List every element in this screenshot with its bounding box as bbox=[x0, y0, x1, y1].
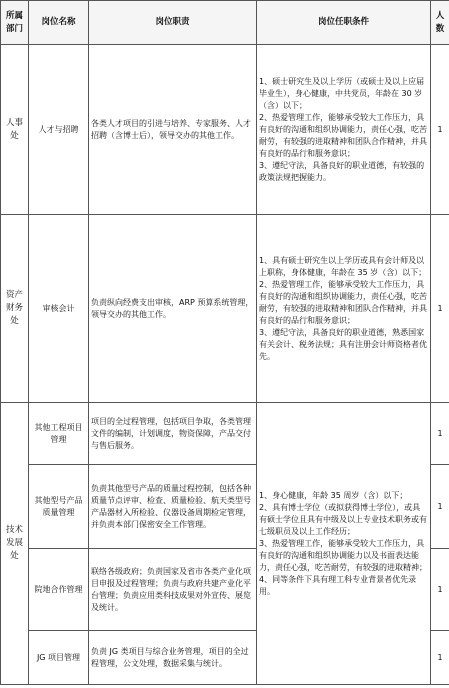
dept-cell: 人事处 bbox=[1, 45, 29, 215]
position-cell: 其他工程项目管理 bbox=[29, 403, 89, 465]
count-cell: 1 bbox=[431, 215, 449, 403]
header-duty: 岗位职责 bbox=[89, 1, 257, 45]
requirements-cell: 1、硕士研究生及以上学历（或硕士及以上应届毕业生），身心健康，中共党员，年龄在 30 岁（含）以下； 2、热爱管理工作，能够承受较大工作压力，具有良好的沟通和组织协调能力，责任心强，吃苦耐劳，有较强的进取精神和团队合作精神，并具有良好的品行和服务意识； 3、遵纪守法，具备良好的职业道德，有较强的政策法规把握能力。 bbox=[257, 45, 431, 215]
duty-cell: 负责 JG 类项目与综合业务管理，项目的全过程管理，公文处理，数据采集与统计。 bbox=[89, 631, 257, 685]
duty-cell: 各类人才项目的引进与培养、专家服务、人才招聘（含博士后），领导交办的其他工作。 bbox=[89, 45, 257, 215]
position-cell: 其他型号产品质量管理 bbox=[29, 465, 89, 549]
table-row bbox=[1, 403, 449, 465]
count-cell: 1 bbox=[431, 403, 449, 465]
duty-cell: 负责纵向经费支出审核，ARP 预算系统管理，领导交办的其他工作。 bbox=[89, 215, 257, 403]
position-cell: 审核会计 bbox=[29, 215, 89, 403]
duty-cell: 负责其他型号产品的质量过程控制，包括各种质量节点评审、检查、质量检验、航天类型号产品器材入所检验、仪器设备周期检定管理，并负责本部门保密安全工作管理。 bbox=[89, 465, 257, 549]
dept-cell: 资产财务处 bbox=[1, 215, 29, 403]
header-position: 岗位名称 bbox=[29, 1, 89, 45]
duty-cell: 联络各级政府；负责国家及省市各类产业化项目申报及过程管理；负责与政府共建产业化平台管理；负责应用类科技成果对外宣传、展览及统计。 bbox=[89, 549, 257, 631]
table-row bbox=[1, 45, 449, 215]
count-cell: 1 bbox=[431, 549, 449, 631]
position-cell: 人才与招聘 bbox=[29, 45, 89, 215]
header-dept: 所属部门 bbox=[1, 1, 29, 45]
count-cell: 1 bbox=[431, 45, 449, 215]
duty-cell: 项目的全过程管理，包括项目争取，各类管理文件的编制，计划调度，物资保障，产品交付与售后服务。 bbox=[89, 403, 257, 465]
position-cell: 院地合作管理 bbox=[29, 549, 89, 631]
header-requirements: 岗位任职条件 bbox=[257, 1, 431, 45]
dept-cell: 技术发展处 bbox=[1, 403, 29, 685]
requirements-cell: 1、身心健康，年龄 35 周岁（含）以下； 2、具有博士学位（或拟获得博士学位），或具有硕士学位且具有中级及以上专业技术职务或有七级职员及以上工作经历； 3、热爱管理工作，能够承受较大工作压力，具有良好的沟通和组织协调能力以及书面表达能力，责任心强，吃苦耐劳，有较强的进取精神； 4、同等条件下具有理工科专业背景者优先录用。 bbox=[257, 403, 431, 685]
table-row bbox=[1, 215, 449, 403]
header-count: 人数 bbox=[431, 1, 449, 45]
position-cell: JG 项目管理 bbox=[29, 631, 89, 685]
count-cell: 1 bbox=[431, 631, 449, 685]
requirements-cell: 1、具有硕士研究生以上学历或具有会计师及以上职称，身体健康，年龄在 35 岁（含）以下； 2、热爱管理工作，能够承受较大工作压力，具有良好的沟通和组织协调能力，责任心强，吃苦耐劳，有较强的进取精神和团队合作精神，并具有良好的品行和服务意识； 3、遵纪守法，具备良好的职业道德，熟悉国家有关会计、税务法规；具有注册会计师资格者优先。 bbox=[257, 215, 431, 403]
header-row bbox=[1, 1, 449, 45]
count-cell: 1 bbox=[431, 465, 449, 549]
